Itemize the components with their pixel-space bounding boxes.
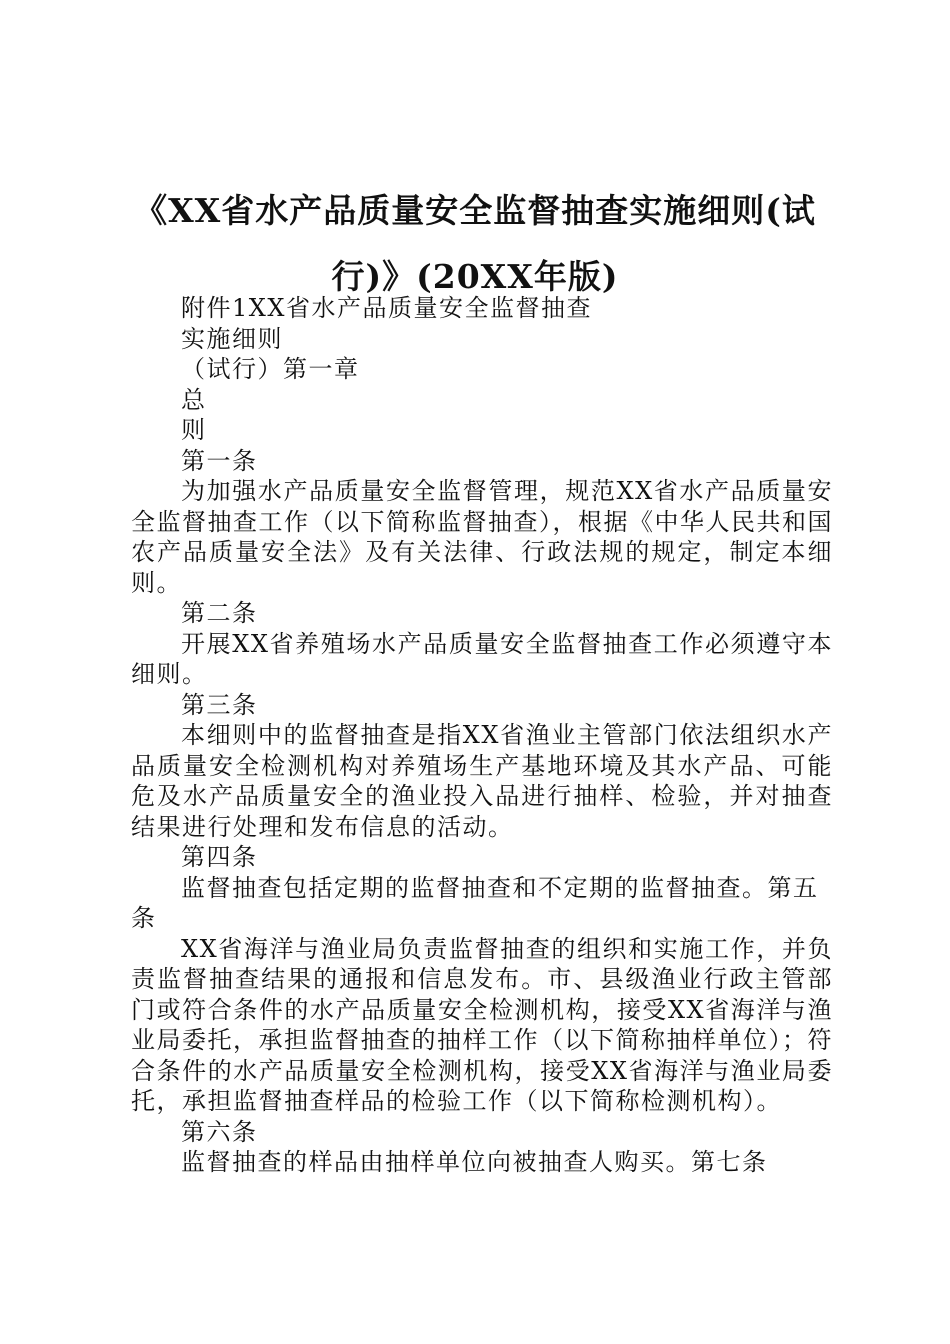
article-5-text: XX省海洋与渔业局负责监督抽查的组织和实施工作，并负责监督抽查结果的通报和信息发布。市、县级渔业行政主管部门或符合条件的水产品质量安全检测机构，接受XX省海洋与渔业局委托，承担监督抽查的抽样工作（以下简称抽样单位）；符合条件的水产品质量安全检测机构，接受XX省海洋与渔业局委托，承担监督抽查样品的检验工作（以下简称检测机构）。 — [131, 934, 833, 1115]
article-1-heading: 第一条 — [181, 446, 258, 475]
article-4-heading: 第四条 — [181, 843, 258, 871]
chapter-name-part1: 总 — [181, 385, 207, 414]
article-5-heading-tail: 条 — [131, 904, 157, 932]
document-title: 《XX省水产品质量安全监督抽查实施细则(试行)》(20XX年版) — [134, 191, 816, 296]
article-2-heading: 第二条 — [181, 599, 258, 627]
subtitle-line: 实施细则 — [181, 324, 283, 353]
document-body — [131, 293, 833, 1178]
article-4-text: 监督抽查包括定期的监督抽查和不定期的监督抽查。第五 — [181, 873, 819, 902]
article-3-text: 本细则中的监督抽查是指XX省渔业主管部门依法组织水产品质量安全检测机构对养殖场生产基地环境及其水产品、可能危及水产品质量安全的渔业投入品进行抽样、检验，并对抽查结果进行处理和发布信息的活动。 — [131, 721, 833, 841]
article-2-text: 开展XX省养殖场水产品质量安全监督抽查工作必须遵守本细则。 — [131, 629, 833, 688]
attachment-line: 附件1XX省水产品质量安全监督抽查 — [181, 294, 592, 322]
article-1-text: 为加强水产品质量安全监督管理，规范XX省水产品质量安全监督抽查工作（以下简称监督抽查），根据《中华人民共和国农产品质量安全法》及有关法律、行政法规的规定，制定本细则。 — [131, 477, 833, 597]
article-6-heading: 第六条 — [181, 1117, 258, 1146]
trial-chapter-line: （试行）第一章 — [181, 355, 360, 383]
article-6-text: 监督抽查的样品由抽样单位向被抽查人购买。第七条 — [181, 1148, 768, 1176]
chapter-name-part2: 则 — [181, 416, 207, 444]
article-3-heading: 第三条 — [181, 690, 258, 719]
